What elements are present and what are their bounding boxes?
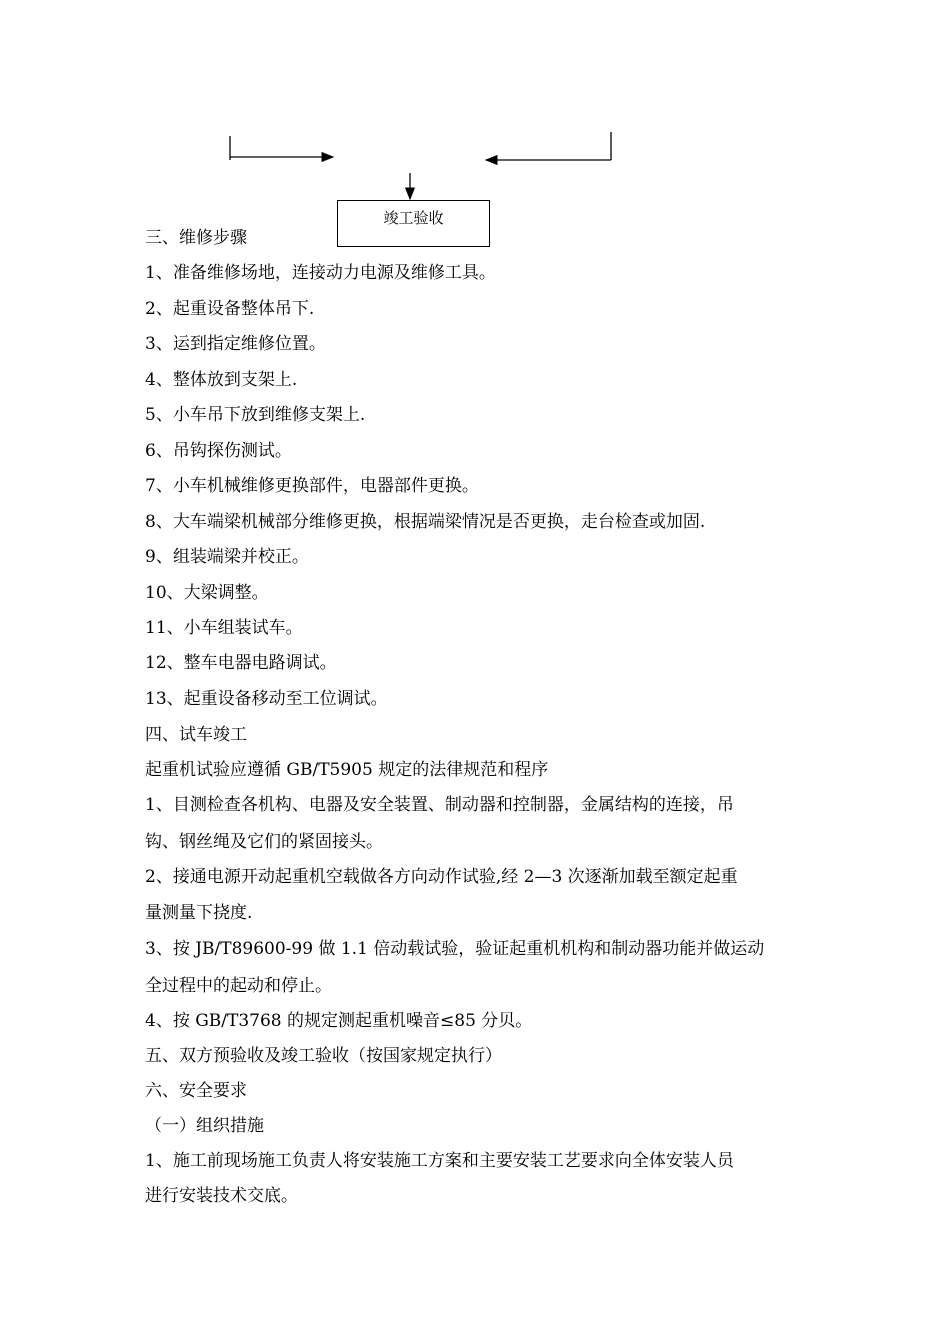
text-line: 起重机试验应遵循 GB/T5905 规定的法律规范和程序 xyxy=(145,760,549,780)
flowchart xyxy=(0,0,950,260)
section-heading: 三、维修步骤 xyxy=(145,228,247,248)
section-heading: 六、安全要求 xyxy=(145,1081,247,1101)
section-heading: 四、试车竣工 xyxy=(145,725,247,745)
subsection-heading: （一）组织措施 xyxy=(145,1116,264,1136)
text-line: 12、整车电器电路调试。 xyxy=(145,653,337,673)
text-line: 1、施工前现场施工负责人将安装施工方案和主要安装工艺要求向全体安装人员 xyxy=(145,1151,734,1171)
text-line: 3、运到指定维修位置。 xyxy=(145,334,326,354)
text-line: 13、起重设备移动至工位调试。 xyxy=(145,689,388,709)
text-line: 1、目测检查各机构、电器及安全装置、制动器和控制器，金属结构的连接，吊 xyxy=(145,795,734,815)
text-line: 8、大车端梁机械部分维修更换，根据端梁情况是否更换，走台检查或加固. xyxy=(145,512,706,532)
text-line: 10、大梁调整。 xyxy=(145,583,269,603)
text-line: 量测量下挠度. xyxy=(145,903,253,923)
text-line: 钩、钢丝绳及它们的紧固接头。 xyxy=(145,832,383,852)
text-line: 4、按 GB/T3768 的规定测起重机噪音≤85 分贝。 xyxy=(145,1011,533,1031)
text-line: 1、准备维修场地，连接动力电源及维修工具。 xyxy=(145,263,496,283)
section-heading: 五、双方预验收及竣工验收（按国家规定执行） xyxy=(145,1046,502,1066)
text-line: 9、组装端梁并校正。 xyxy=(145,547,309,567)
text-line: 5、小车吊下放到维修支架上. xyxy=(145,405,366,425)
text-line: 全过程中的起动和停止。 xyxy=(145,976,332,996)
text-line: 3、按 JB/T89600-99 做 1.1 倍动载试验，验证起重机机构和制动器功能并做运动 xyxy=(145,939,765,959)
text-line: 6、吊钩探伤测试。 xyxy=(145,441,292,461)
text-line: 2、起重设备整体吊下. xyxy=(145,299,315,319)
text-line: 11、小车组装试车。 xyxy=(145,618,303,638)
text-line: 4、整体放到支架上. xyxy=(145,370,298,390)
completion-acceptance-box: 竣工验收 xyxy=(337,200,490,247)
text-line: 进行安装技术交底。 xyxy=(145,1186,298,1206)
text-line: 2、接通电源开动起重机空载做各方向动作试验,经 2—3 次逐渐加载至额定起重 xyxy=(145,867,738,887)
text-line: 7、小车机械维修更换部件，电器部件更换。 xyxy=(145,476,479,496)
